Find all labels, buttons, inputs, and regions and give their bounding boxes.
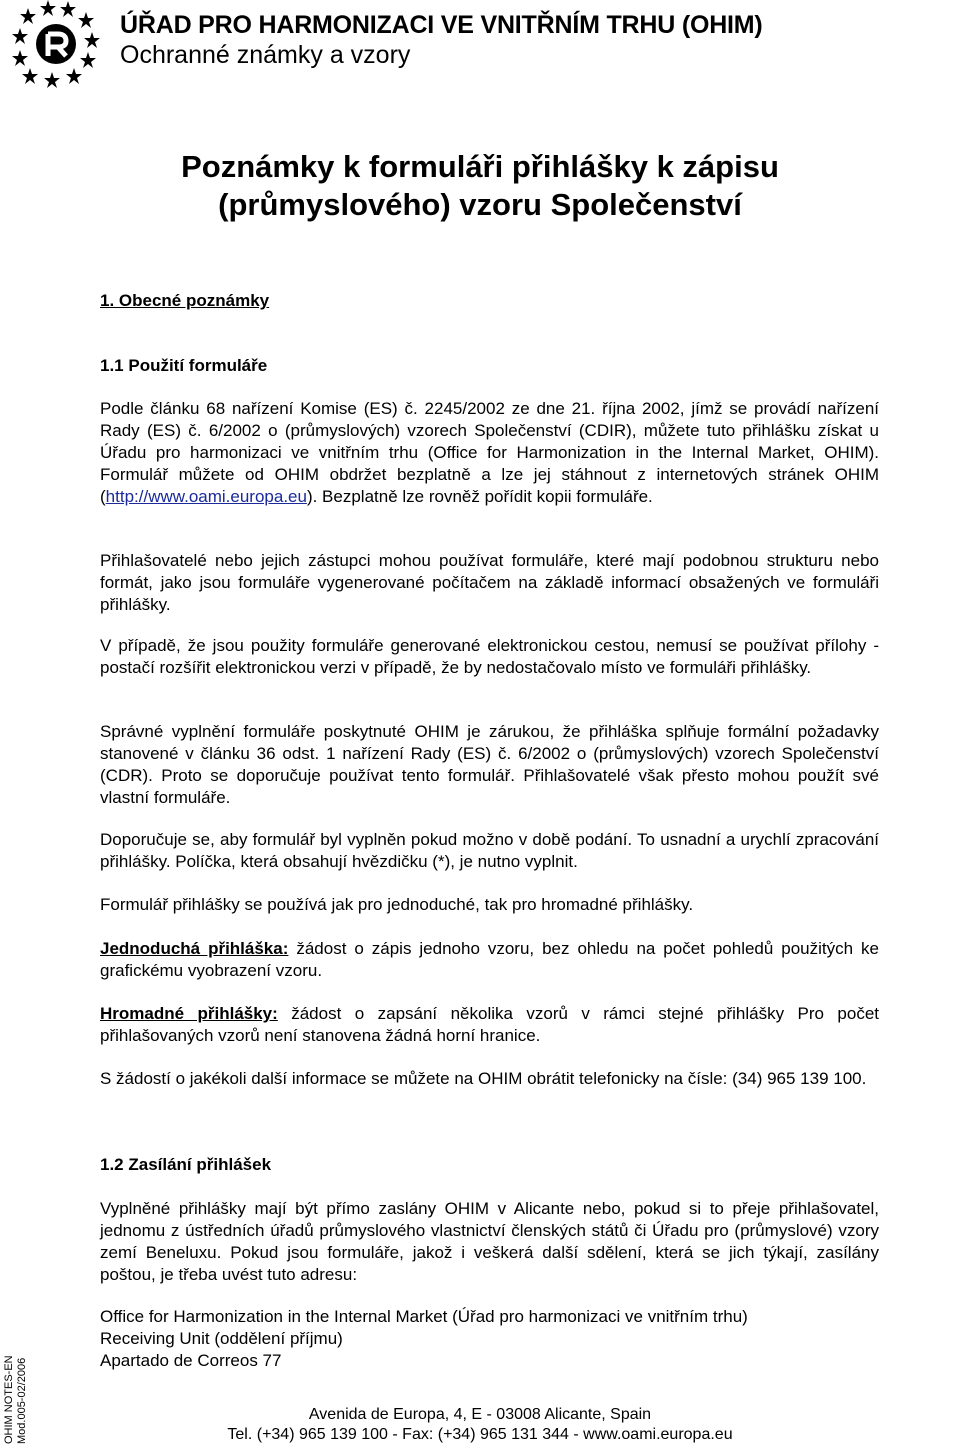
star [84, 32, 100, 48]
form-code-text: OHIM NOTES-EN [3, 1355, 15, 1444]
form-reference-vertical [1, 1332, 111, 1444]
star [40, 0, 56, 16]
page-title-line1: Poznámky k formuláři přihlášky k zápisu [181, 149, 779, 184]
paragraph-applicants: Přihlašovatelé nebo jejich zástupci mohou používat formuláře, které mají podobnou strukturu nebo formát, jako jsou formuláře vygenerované počítačem na základě informací obsažených ve formuláři přihlášky. [100, 551, 879, 614]
address-line: Receiving Unit (oddělení příjmu) [100, 1329, 343, 1348]
star [44, 72, 60, 88]
paragraph-usage: Podle článku 68 nařízení Komise (ES) č. 2245/2002 ze dne 21. října 2002, jímž se provádí nařízení Rady (ES) č. 6/2002 o (průmyslových) vzorech Společenství (CDIR), můžete tuto přihlášku získat u Úřadu pro harmonizaci ve vnitřním trhu (Office for Harmonization in the Internal Market, OHIM). Formulář můžete od OHIM obdržet bezplatně a lze jej stáhnout z internetových stránek OHIM (http://www.oami.europa.eu). Bezplatně lze rovněž pořídit kopii formuláře. [100, 399, 879, 506]
paragraph-sending: Vyplněné přihlášky mají být přímo zaslány OHIM v Alicante nebo, pokud si to přeje přihlašovatel, jednomu z ústředních úřadů průmyslového vlastnictví členských států či Úřadu pro (průmyslové) vzory zemí Beneluxu. Pokud jsou formuláře, jakož i veškerá další sdělení, která se jich týkají, zasílány poštou, je třeba uvést tuto adresu: [100, 1199, 879, 1284]
section-1-heading: 1. Obecné poznámky [100, 291, 270, 310]
star [12, 50, 28, 66]
organization-name: ÚŘAD PRO HARMONIZACI VE VNITŘNÍM TRHU (OHIM) [120, 11, 763, 39]
star [66, 68, 82, 84]
paragraph-multiple-application: Hromadné přihlášky: žádost o zapsání několika vzorů v rámci stejné přihlášky Pro počet přihlašovaných vzorů není stanovena žádná horní hranice. [100, 1004, 879, 1045]
address-line: Apartado de Correos 77 [100, 1351, 282, 1370]
star [78, 12, 94, 28]
single-application-label: Jednoduchá přihláška: [100, 939, 289, 958]
eu-stars-logo-icon [8, 0, 104, 88]
section-1-2-heading: 1.2 Zasílání přihlášek [100, 1155, 272, 1174]
star [60, 1, 76, 17]
paragraph-single-application: Jednoduchá přihláška: žádost o zápis jednoho vzoru, bez ohledu na počet pohledů použitých ke grafickému vyobrazení vzoru. [100, 939, 879, 980]
ohim-website-link[interactable]: http://www.oami.europa.eu [105, 487, 307, 506]
organization-subtitle: Ochranné známky a vzory [120, 41, 411, 69]
paragraph-electronic: V případě, že jsou použity formuláře generované elektronickou cestou, nemusí se používat přílohy - postačí rozšířit elektronickou verzi v případě, že by nedostačovalo místo ve formuláři přihlášky. [100, 636, 879, 677]
footer-contact: Tel. (+34) 965 139 100 - Fax: (+34) 965 131 344 - www.oami.europa.eu [227, 1426, 733, 1443]
star [20, 8, 36, 24]
page-title-line2: (průmyslového) vzoru Společenství [218, 187, 742, 222]
address-line: Office for Harmonization in the Internal Market (Úřad pro harmonizaci ve vnitřním trhu) [100, 1307, 748, 1326]
paragraph-recommendation: Doporučuje se, aby formulář byl vyplněn pokud možno v době podání. To usnadní a urychlí zpracování přihlášky. Políčka, která obsahují hvězdičku (*), je nutno vyplnit. [100, 830, 879, 871]
paragraph-correct-filling: Správné vyplnění formuláře poskytnuté OHIM je zárukou, že přihláška splňuje formální požadavky stanovené v článku 36 odst. 1 nařízení Rady (ES) č. 6/2002 o (průmyslových) vzorech Společenství (CDR). Proto se doporučuje používat tento formulář. Přihlašovatelé však přesto mohou použít své vlastní formuláře. [100, 722, 879, 807]
paragraph-form-usage: Formulář přihlášky se používá jak pro jednoduché, tak pro hromadné přihlášky. [100, 895, 694, 914]
section-1-1-heading: 1.1 Použití formuláře [100, 356, 268, 375]
footer-address: Avenida de Europa, 4, E - 03008 Alicante, Spain [308, 1406, 652, 1423]
star [22, 68, 38, 84]
multiple-application-label: Hromadné přihlášky: [100, 1004, 278, 1023]
postal-address [100, 1306, 748, 1372]
form-version-text: Mod.005-02/2006 [16, 1357, 28, 1444]
star [80, 52, 96, 68]
page-title [0, 148, 960, 224]
paragraph-contact: S žádostí o jakékoli další informace se můžete na OHIM obrátit telefonicky na čísle: (34) 965 139 100. [100, 1069, 867, 1088]
star [12, 28, 28, 44]
